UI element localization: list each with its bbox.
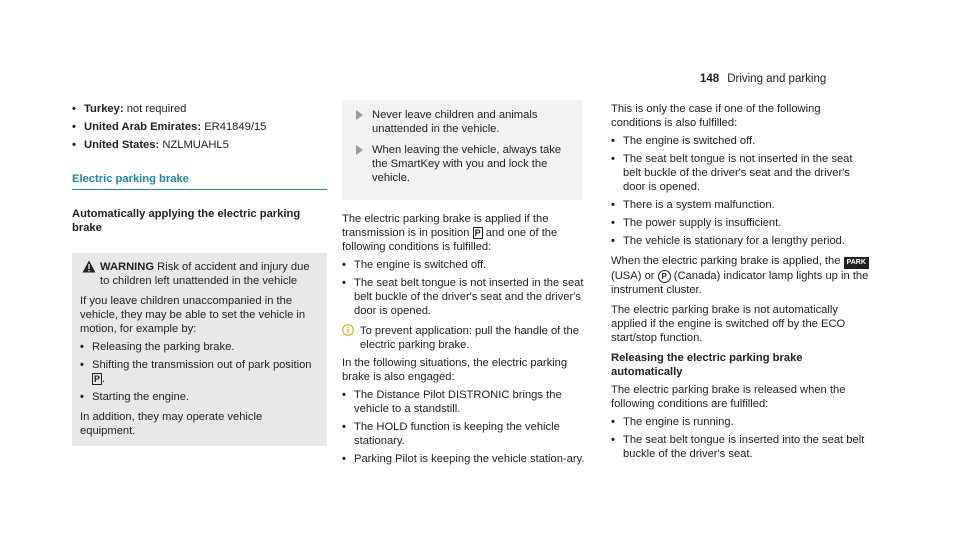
paragraph: The electric parking brake is released when the following conditions are fulfilled: xyxy=(611,384,846,410)
list-item: • The engine is switched off. xyxy=(342,258,597,272)
section-name: Driving and parking xyxy=(727,73,827,85)
condition-list xyxy=(342,258,597,318)
warning-triangle-icon xyxy=(82,260,96,273)
list-item: • Shifting the transmission out of park position P . xyxy=(80,358,319,386)
list-item: • The Distance Pilot DISTRONIC brings the vehicle to a standstill. xyxy=(342,388,597,416)
arrow-right-icon xyxy=(356,145,363,155)
warning-body: If you leave children unaccompanied in the vehicle, they may be able to set the vehicle in motion, for example by: xyxy=(80,295,306,335)
list-item: • The seat belt tongue is inserted into the seat belt buckle of the driver's seat. xyxy=(611,433,871,461)
list-item: • Parking Pilot is keeping the vehicle station-ary. xyxy=(342,452,597,466)
paragraph: The electric parking brake is not automatically applied if the engine is switched off by the ECO start/stop function. xyxy=(611,304,846,344)
info-item: When leaving the vehicle, always take the SmartKey with you and lock the vehicle. xyxy=(350,143,574,185)
park-indicator-icon: PARK xyxy=(844,257,869,269)
tip: To prevent application: pull the handle of the electric parking brake. xyxy=(342,324,597,352)
paragraph: When the electric parking brake is applied, the PARK (USA) or P (Canada) indicator lamp lights up in the instrument cluster. xyxy=(611,255,869,296)
list-item: • Starting the engine. xyxy=(80,390,319,404)
paragraph: In the following situations, the electric parking brake is also engaged: xyxy=(342,357,568,383)
list-item: • The vehicle is stationary for a lengthy period. xyxy=(611,234,871,248)
warning-header xyxy=(80,260,319,288)
park-position-icon: P xyxy=(474,228,481,238)
list-item: • There is a system malfunction. xyxy=(611,198,871,212)
list-item: • Turkey: not required xyxy=(72,102,327,116)
column-1 xyxy=(72,102,327,446)
paragraph: This is only the case if one of the following conditions is also fulfilled: xyxy=(611,103,821,129)
warning-box xyxy=(72,253,327,446)
info-icon xyxy=(342,324,354,336)
list-item: • The power supply is insufficient. xyxy=(611,216,871,230)
park-position-icon: P xyxy=(94,374,101,384)
page-number: 148 xyxy=(700,73,720,85)
subheading: Automatically applying the electric parking brake xyxy=(72,208,301,234)
list-item: • The HOLD function is keeping the vehicle stationary. xyxy=(342,420,597,448)
condition-list xyxy=(611,415,871,461)
warning-text: Risk of accident and injury due to children left unattended in the vehicle xyxy=(100,261,310,287)
section-title: Electric parking brake xyxy=(72,172,327,190)
info-item: Never leave children and animals unattended in the vehicle. xyxy=(350,108,574,136)
list-item: • The engine is running. xyxy=(611,415,871,429)
list-item: • The seat belt tongue is not inserted in the seat belt buckle of the driver's seat and the driver's door is opened. xyxy=(342,276,597,318)
paragraph: The electric parking brake is applied if the transmission is in position P and one of the following conditions is fulfilled: xyxy=(342,213,558,253)
info-box xyxy=(342,100,582,200)
column-2 xyxy=(342,102,597,466)
approval-list xyxy=(72,102,327,152)
condition-list xyxy=(611,134,871,248)
warning-list xyxy=(80,340,319,404)
parking-brake-indicator-icon: P xyxy=(658,270,671,283)
warning-label: WARNING xyxy=(100,261,155,273)
list-item: • The seat belt tongue is not inserted in the seat belt buckle of the driver's seat and the driver's door is opened. xyxy=(611,152,871,194)
column-3 xyxy=(611,102,871,461)
situation-list xyxy=(342,388,597,466)
list-item: • United States: NZLMUAHL5 xyxy=(72,138,327,152)
arrow-right-icon xyxy=(356,110,363,120)
page-header xyxy=(700,72,826,86)
warning-footer: In addition, they may operate vehicle equipment. xyxy=(80,411,263,437)
list-item: • The engine is switched off. xyxy=(611,134,871,148)
subheading: Releasing the electric parking brake automatically xyxy=(611,352,803,378)
list-item: • Releasing the parking brake. xyxy=(80,340,319,354)
list-item: • United Arab Emirates: ER41849/15 xyxy=(72,120,327,134)
